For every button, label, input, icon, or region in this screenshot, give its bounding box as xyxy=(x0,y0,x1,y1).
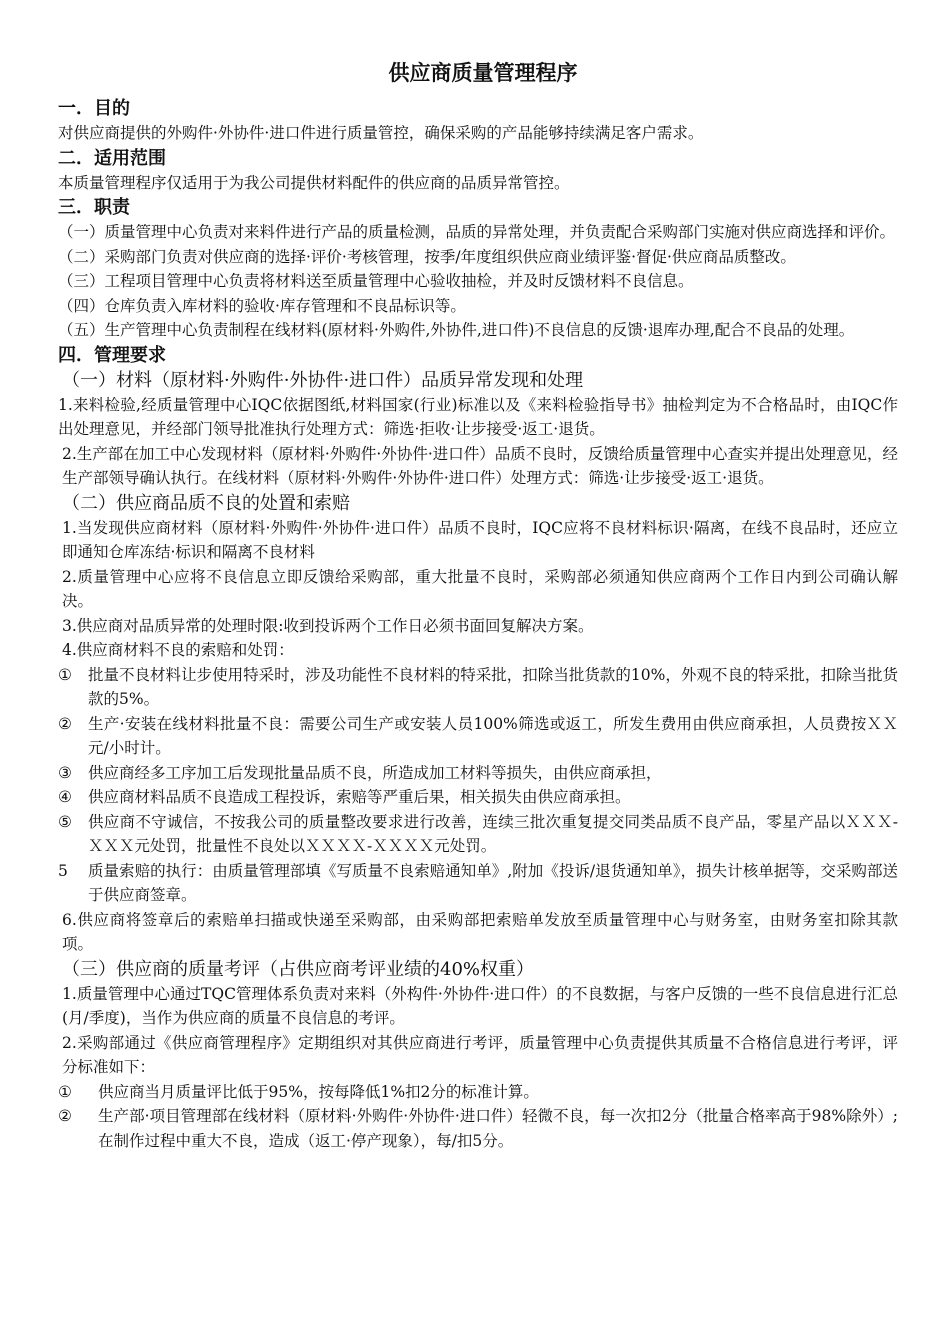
scope-text: 本质量管理程序仅适用于为我公司提供材料配件的供应商的品质异常管控。 xyxy=(58,173,570,192)
subsection-heading-evaluation: （三）供应商的质量考评（占供应商考评业绩的40%权重） xyxy=(62,958,535,980)
penalty-item xyxy=(58,761,898,786)
penalty-mark: ③ xyxy=(58,763,72,782)
claims-item: 2.质量管理中心应将不良信息立即反馈给采购部，重大批量不良时，采购部必须通知供应商两个工作日内到公司确认解决。 xyxy=(62,567,898,610)
criteria-item xyxy=(58,1080,898,1105)
claims-item: 4.供应商材料不良的索赔和处罚： xyxy=(62,641,294,659)
criteria-mark: ② xyxy=(58,1107,72,1125)
penalty-item xyxy=(58,712,898,761)
section-heading-scope: 二．适用范围 xyxy=(58,147,166,169)
penalty-mark: ④ xyxy=(58,788,72,806)
claims-item: 1.当发现供应商材料（原材料·外购件·外协件·进口件）品质不良时，IQC应将不良材料标识·隔离，在线不良品时，还应立即通知仓库冻结·标识和隔离不良材料 xyxy=(62,518,898,561)
duty-item: （二）采购部门负责对供应商的选择·评价·考核管理，按季/年度组织供应商业绩评鉴·督促·供应商品质整改。 xyxy=(58,247,796,266)
penalty-mark: ① xyxy=(58,665,72,684)
subsection-heading-anomaly: （一）材料（原材料·外购件·外协件·进口件）品质异常发现和处理 xyxy=(62,369,584,391)
duty-item: （五）生产管理中心负责制程在线材料(原材料·外购件,外协件,进口件)不良信息的反馈·退库办理,配合不良品的处理。 xyxy=(58,321,855,339)
section-heading-duties: 三．职责 xyxy=(58,197,130,218)
penalty-text: 供应商经多工序加工后发现批量品质不良，所造成加工材料等损失，由供应商承担， xyxy=(88,763,662,782)
penalty-mark: ⑤ xyxy=(58,812,72,831)
criteria-mark: ① xyxy=(58,1082,72,1101)
claims-item: 6.供应商将签章后的索赔单扫描或快递至采购部，由采购部把索赔单发放至质量管理中心与财务室，由财务室扣除其款项。 xyxy=(62,910,898,953)
anomaly-item: 1.来料检验,经质量管理中心IQC依据图纸,材料国家(行业)标准以及《来料检验指导书》抽检判定为不合格品时，由IQC作出处理意见，并经部门领导批准执行处理方式：筛选·拒收·让步接受·返工·退货。 xyxy=(58,395,898,438)
criteria-text: 生产部·项目管理部在线材料（原材料·外购件·外协件·进口件）轻微不良，每一次扣2分（批量合格率高于98%除外）;在制作过程中重大不良，造成（返工·停产现象），每/扣5分。 xyxy=(98,1107,898,1150)
penalty-item xyxy=(58,810,898,859)
claim-execution-item xyxy=(58,859,898,908)
penalty-item xyxy=(58,663,898,712)
criteria-text: 供应商当月质量评比低于95%，按每降低1%扣2分的标准计算。 xyxy=(98,1082,539,1101)
duty-item: （一）质量管理中心负责对来料件进行产品的质量检测，品质的异常处理，并负责配合采购部门实施对供应商选择和评价。 xyxy=(58,223,896,241)
duty-item: （三）工程项目管理中心负责将材料送至质量管理中心验收抽检，并及时反馈材料不良信息。 xyxy=(58,272,694,290)
penalty-text: 批量不良材料让步使用特采时，涉及功能性不良材料的特采批，扣除当批货款的10%，外观不良的特采批，扣除当批货款的5%。 xyxy=(88,665,898,708)
claims-item: 3.供应商对品质异常的处理时限:收到投诉两个工作日必须书面回复解决方案。 xyxy=(62,616,594,635)
anomaly-item: 2.生产部在加工中心发现材料（原材料·外购件·外协件·进口件）品质不良时，反馈给质量管理中心查实并提出处理意见，经生产部领导确认执行。在线材料（原材料·外购件·外协件·进口件）处理方式：筛选·让步接受·返工·退货。 xyxy=(62,444,898,487)
penalty-text: 生产·安装在线材料批量不良：需要公司生产或安装人员100%筛选或返工，所发生费用由供应商承担，人员费按ＸＸ元/小时计。 xyxy=(88,714,898,757)
purpose-text: 对供应商提供的外购件·外协件·进口件进行质量管控，确保采购的产品能够持续满足客户需求。 xyxy=(58,124,704,142)
claim-execution-mark: 5 xyxy=(58,861,68,880)
penalty-item xyxy=(58,785,898,810)
penalty-text: 供应商材料品质不良造成工程投诉，索赔等严重后果，相关损失由供应商承担。 xyxy=(88,788,631,806)
evaluation-item: 1.质量管理中心通过TQC管理体系负责对来料（外构件·外协件·进口件）的不良数据，与客户反馈的一些不良信息进行汇总(月/季度)，当作为供应商的质量不良信息的考评。 xyxy=(62,984,898,1027)
subsection-heading-claims: （二）供应商品质不良的处置和索赔 xyxy=(62,492,350,514)
claim-execution-text: 质量索赔的执行：由质量管理部填《写质量不良索赔通知单》,附加《投诉/退货通知单》，损失计核单据等，交采购部送于供应商签章。 xyxy=(88,861,898,904)
section-heading-purpose: 一．目的 xyxy=(58,98,130,119)
criteria-item xyxy=(58,1104,898,1153)
section-heading-requirements: 四．管理要求 xyxy=(58,344,166,366)
penalty-text: 供应商不守诚信，不按我公司的质量整改要求进行改善，连续三批次重复提交同类品质不良产品，零星产品以ＸＸＸ-ＸＸＸ元处罚，批量性不良处以ＸＸＸＸ-ＸＸＸＸ元处罚。 xyxy=(88,812,898,855)
evaluation-item: 2.采购部通过《供应商管理程序》定期组织对其供应商进行考评，质量管理中心负责提供其质量不合格信息进行考评，评分标准如下： xyxy=(62,1033,898,1076)
duty-item: （四）仓库负责入库材料的验收·库存管理和不良品标识等。 xyxy=(58,296,466,315)
penalty-mark: ② xyxy=(58,714,72,733)
page-title: 供应商质量管理程序 xyxy=(388,61,578,85)
